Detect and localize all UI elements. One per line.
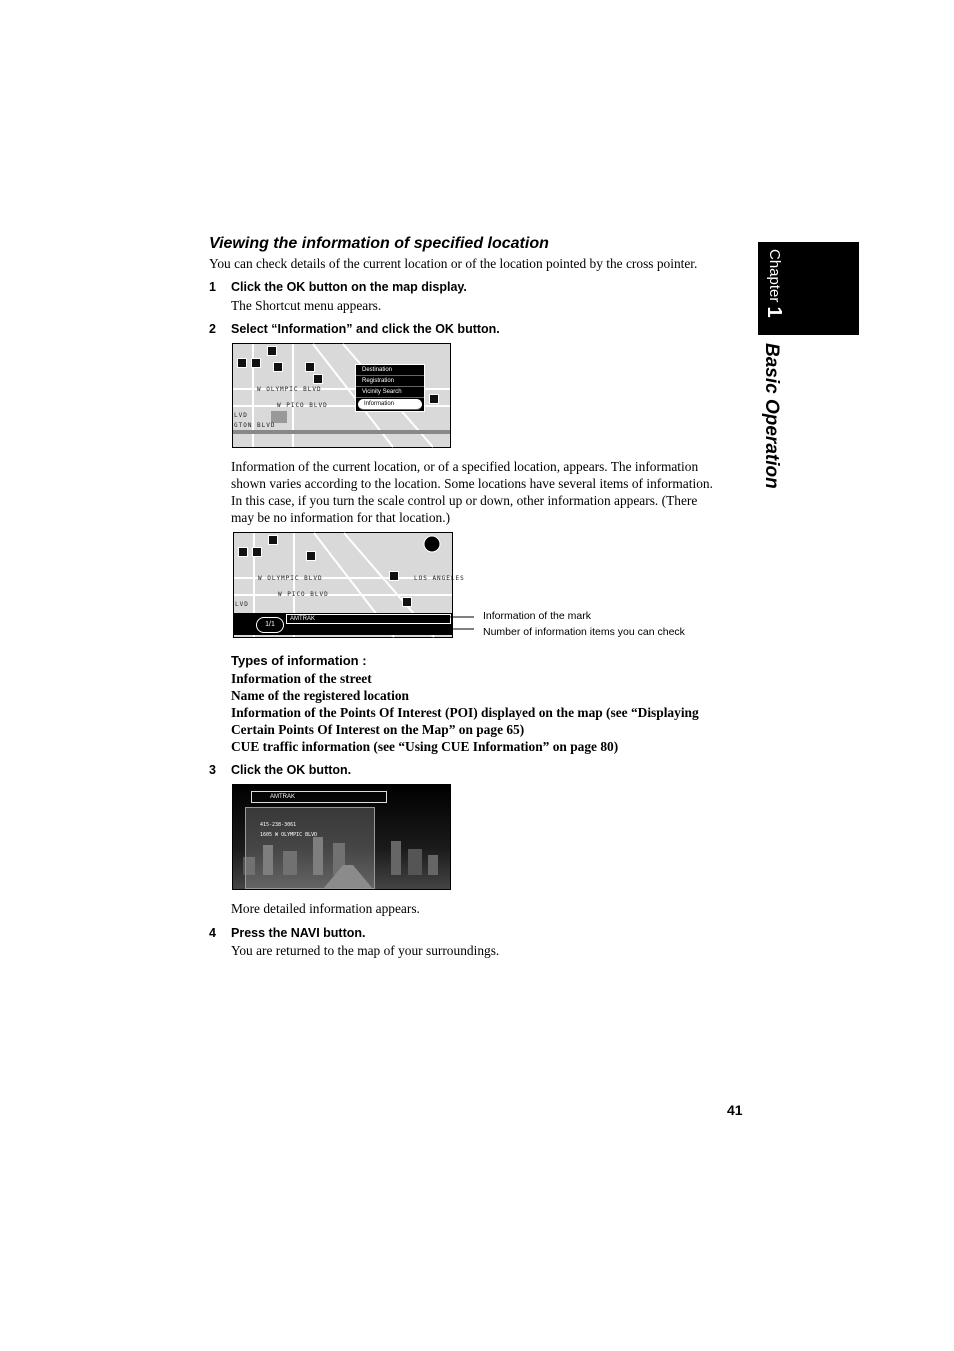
screenshot-map-info: W OLYMPIC BLVD W PICO BLVD LVD LOS ANGELES 1/1 AMTRAK xyxy=(233,532,453,638)
callout-count: Number of information items you can check xyxy=(483,626,685,638)
menu-destination[interactable]: Destination xyxy=(356,365,424,376)
menu-registration[interactable]: Registration xyxy=(356,376,424,387)
section-label: Basic Operation xyxy=(761,343,782,489)
screenshot-detail xyxy=(232,784,451,890)
screenshot-map-menu: W OLYMPIC BLVD W PICO BLVD GTON BLVD LVD Destination Registration Vicinity Search Information xyxy=(232,343,451,448)
section-title: Viewing the information of specified location xyxy=(209,235,549,252)
step-4: 4 Press the NAVI button. xyxy=(209,926,366,940)
types-heading: Types of information : xyxy=(231,653,367,668)
page-number: 41 xyxy=(727,1102,743,1118)
step-4-note: You are returned to the map of your surroundings. xyxy=(231,943,500,958)
step-1-note: The Shortcut menu appears. xyxy=(231,298,382,313)
chapter-number: 1 xyxy=(763,306,785,318)
types-item: Certain Points Of Interest on the Map” on page 65) xyxy=(231,722,525,737)
info-paragraph: Information of the current location, or of a specified location, appears. The information shown varies according to the location. Some locations have several items of information. In this case, if you turn the scale control up or down, other information appears. (There may be no information for that location.) xyxy=(231,459,713,525)
step-3: 3 Click the OK button. xyxy=(209,763,352,777)
info-bar xyxy=(234,613,452,635)
menu-information[interactable]: Information xyxy=(358,399,422,410)
detail-address: 1605 W OLYMPIC BLVD xyxy=(260,832,318,838)
detail-title: AMTRAK xyxy=(251,791,387,803)
callout-lines xyxy=(438,612,478,632)
detail-phone: 415-238-3061 xyxy=(260,822,297,828)
info-counter: 1/1 xyxy=(256,617,284,633)
types-item: Information of the street xyxy=(231,671,372,686)
types-item: CUE traffic information (see “Using CUE Information” on page 80) xyxy=(231,739,619,754)
info-mark-name: AMTRAK xyxy=(286,614,451,624)
step-2: 2 Select “Information” and click the OK button. xyxy=(209,322,500,336)
intro-text: You can check details of the current location or of the location pointed by the cross pointer. xyxy=(209,256,698,271)
chapter-label: Chapter 1 xyxy=(763,249,785,318)
menu-vicinity-search[interactable]: Vicinity Search xyxy=(356,387,424,398)
detail-panel xyxy=(245,807,375,889)
shortcut-menu xyxy=(355,364,425,412)
types-item: Name of the registered location xyxy=(231,688,410,703)
callout-mark: Information of the mark xyxy=(483,610,591,622)
types-list xyxy=(231,670,699,755)
types-item: Information of the Points Of Interest (POI) displayed on the map (see “Displaying xyxy=(231,705,699,720)
after-step3-text: More detailed information appears. xyxy=(231,901,420,916)
step-1: 1 Click the OK button on the map display. xyxy=(209,280,467,294)
